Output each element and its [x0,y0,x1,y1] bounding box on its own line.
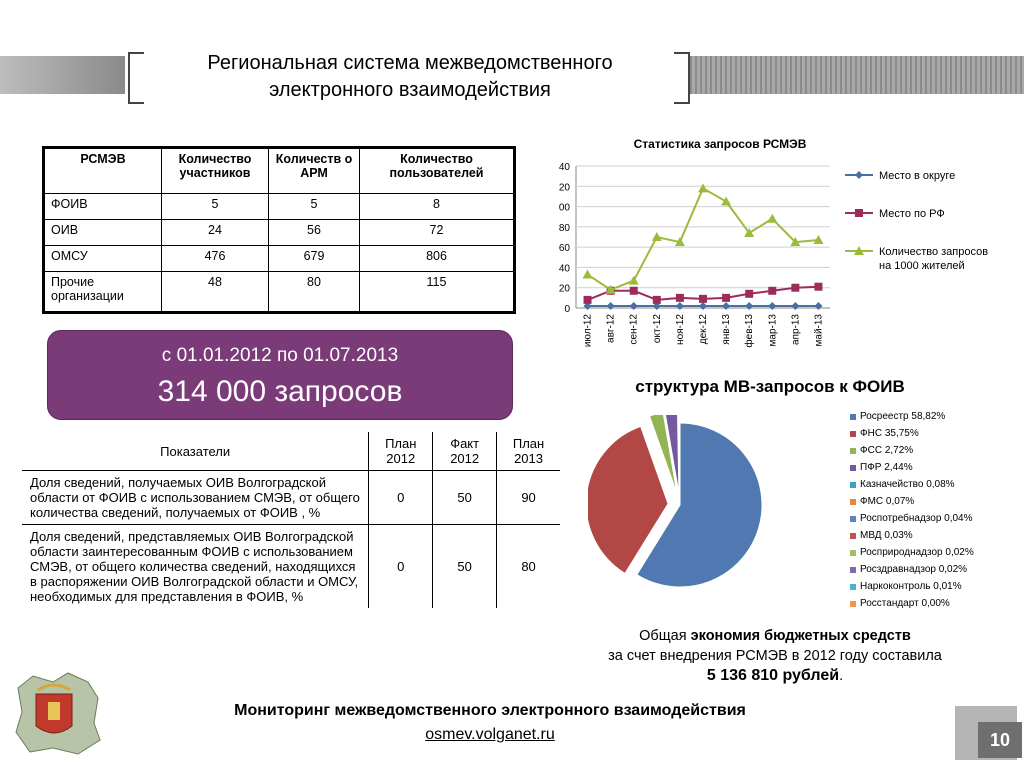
data-point [652,232,662,241]
legend-label: Роспотребнадзор 0,04% [860,513,973,524]
table-row [45,272,514,312]
legend-swatch [850,465,856,471]
table-cell: 679 [269,246,360,272]
legend-item [850,493,974,510]
table-cell: 50 [433,471,497,525]
legend-swatch [850,414,856,420]
table-header: План 2013 [497,432,560,471]
x-tick-label: июл-12 [582,314,594,348]
x-tick-label: дек-12 [698,314,709,345]
table-cell: Прочие организации [45,272,162,312]
slide-title-line: Региональная система межведомственного [207,52,613,74]
table-header: План 2012 [369,432,433,471]
table-header: РСМЭВ [45,149,162,194]
table-cell: ОМСУ [45,246,162,272]
legend-item [850,595,974,612]
table-row [45,220,514,246]
table-cell: 5 [162,194,269,220]
data-point [699,295,707,303]
legend-item [850,561,974,578]
legend-label: Место в округе [879,170,956,182]
x-tick-label: май-13 [813,314,825,347]
table-cell: 50 [433,525,497,609]
table-cell: 80 [497,525,560,609]
table-cell: 80 [269,272,360,312]
legend-swatch [850,516,856,522]
data-point [722,302,730,310]
x-tick-label: мар-13 [767,314,779,347]
data-point [583,270,593,279]
legend-label: ФСС 2,72% [860,445,914,456]
data-point [791,302,799,310]
legend-label: Наркоконтроль 0,01% [860,581,962,592]
y-tick-label: 80 [558,222,570,234]
legend-item [850,527,974,544]
data-point [630,287,638,295]
x-tick-label: сен-12 [628,314,640,345]
table-cell: 0 [369,471,433,525]
foiv-pie-chart [588,415,788,595]
legend-label: МВД 0,03% [860,530,913,541]
table-row [22,525,560,609]
table-cell: 72 [360,220,514,246]
table-cell: 476 [162,246,269,272]
legend-label: Количество запросов [879,246,989,258]
data-point [855,171,863,179]
data-point [584,296,592,304]
table-header: Количество участников [162,149,269,194]
table-cell: Доля сведений, представляемых ОИВ Волгоградской области заинтересованным ФОИВ с использованием СМЭВ, от общего количества сведений, находящихся в распоряжении ОИВ Волгоградской области и ОМСУ, необходимых для представления в ФОИВ, % [30,529,359,604]
legend-label: Место по РФ [879,208,945,220]
table-row [45,194,514,220]
table-cell: 24 [162,220,269,246]
legend-item [850,425,974,442]
requests-banner [47,330,513,420]
x-tick-label: фев-13 [744,314,756,348]
legend-item [850,459,974,476]
footer-link[interactable]: osmev.volganet.ru [425,726,555,743]
legend-swatch [850,499,856,505]
data-point [745,302,753,310]
legend-swatch [850,482,856,488]
table-cell: Доля сведений, получаемых ОИВ Волгоградской области от ФОИВ с использованием СМЭВ, от общего количества сведений, получаемых от ФОИВ , % [22,471,369,525]
banner-period: с 01.01.2012 по 01.07.2013 [161,345,399,366]
data-point [629,276,639,285]
data-point [653,296,661,304]
economy-text [560,626,990,686]
table-cell: 8 [360,194,514,220]
economy-prefix: Общая [639,628,691,644]
y-tick-label: 40 [558,162,570,173]
legend-item [850,408,974,425]
legend-label: ПФР 2,44% [860,462,913,473]
participants-table [42,146,516,314]
table-cell: 5 [269,194,360,220]
slide-title [140,50,680,104]
volgograd-region-emblem-icon [8,668,108,758]
indicators-table [22,432,560,608]
data-point [745,290,753,298]
economy-line2: за счет внедрения РСМЭВ в 2012 году составила [608,648,942,664]
data-point [855,209,863,217]
data-point [791,284,799,292]
y-tick-label: 20 [558,283,570,295]
data-point [676,294,684,302]
data-point [767,214,777,223]
series-line [588,188,819,289]
table-header: Количество пользователей [360,149,514,194]
legend-swatch [850,584,856,590]
x-tick-label: ноя-12 [674,314,686,345]
table-cell: 56 [269,220,360,246]
legend-label: Росздравнадзор 0,02% [860,564,968,575]
header-band-right [690,56,1024,94]
data-point [768,302,776,310]
data-point [768,287,776,295]
line-chart-title: Статистика запросов РСМЭВ [633,137,807,151]
legend-label: ФНС 35,75% [860,428,919,439]
legend-label: Росприроднадзор 0,02% [860,547,974,558]
table-row [22,471,560,525]
table-cell: ОИВ [45,220,162,246]
legend-swatch [850,533,856,539]
legend-label: ФМС 0,07% [860,496,915,507]
slide-title-line: электронного взаимодействия [269,79,551,101]
x-tick-label: авг-12 [605,314,617,343]
data-point [814,283,822,291]
y-tick-label: 00 [558,202,570,214]
pie-chart-title: структура МВ-запросов к ФОИВ [635,377,905,396]
pie-legend [850,408,974,612]
data-point [607,302,615,310]
table-cell: 806 [360,246,514,272]
table-cell: 0 [369,525,433,609]
requests-line-chart [540,130,1010,370]
x-tick-label: апр-13 [790,314,802,345]
x-tick-label: окт-12 [651,314,663,344]
data-point [630,302,638,310]
legend-item [850,578,974,595]
table-cell: 90 [497,471,560,525]
banner-total: 314 000 запросов [157,375,403,408]
legend-swatch [850,567,856,573]
legend-label: Росстандарт 0,00% [860,598,950,609]
data-point [698,183,708,192]
table-cell: 48 [162,272,269,312]
legend-label: Казначейство 0,08% [860,479,955,490]
legend-item [850,510,974,527]
data-point [699,302,707,310]
table-row [45,246,514,272]
economy-sum: 5 136 810 рублей [706,667,840,684]
table-cell: 115 [360,272,514,312]
table-header: Факт 2012 [433,432,497,471]
data-point [814,302,822,310]
legend-swatch [850,431,856,437]
table-cell: ФОИВ [45,194,162,220]
legend-item [850,476,974,493]
header-band-left [0,56,125,94]
table-header: Количеств о АРМ [269,149,360,194]
y-tick-label: 0 [564,304,570,315]
table-header: Показатели [22,432,369,471]
y-tick-label: 60 [558,243,570,255]
legend-item [850,544,974,561]
y-tick-label: 20 [558,182,570,194]
legend-swatch [850,448,856,454]
page-number: 10 [978,722,1022,758]
economy-sum-suffix: . [839,668,844,684]
legend-swatch [850,550,856,556]
footer-title: Мониторинг межведомственного электронного взаимодействия [234,702,746,719]
data-point [721,197,731,206]
data-point [676,302,684,310]
legend-label: Росреестр 58,82% [860,411,946,422]
legend-swatch [850,601,856,607]
legend-label: на 1000 жителей [879,260,965,272]
data-point [722,294,730,302]
x-tick-label: янв-13 [721,314,733,345]
y-tick-label: 40 [558,263,570,275]
legend-item [850,442,974,459]
economy-highlight: экономия бюджетных средств [690,628,911,644]
